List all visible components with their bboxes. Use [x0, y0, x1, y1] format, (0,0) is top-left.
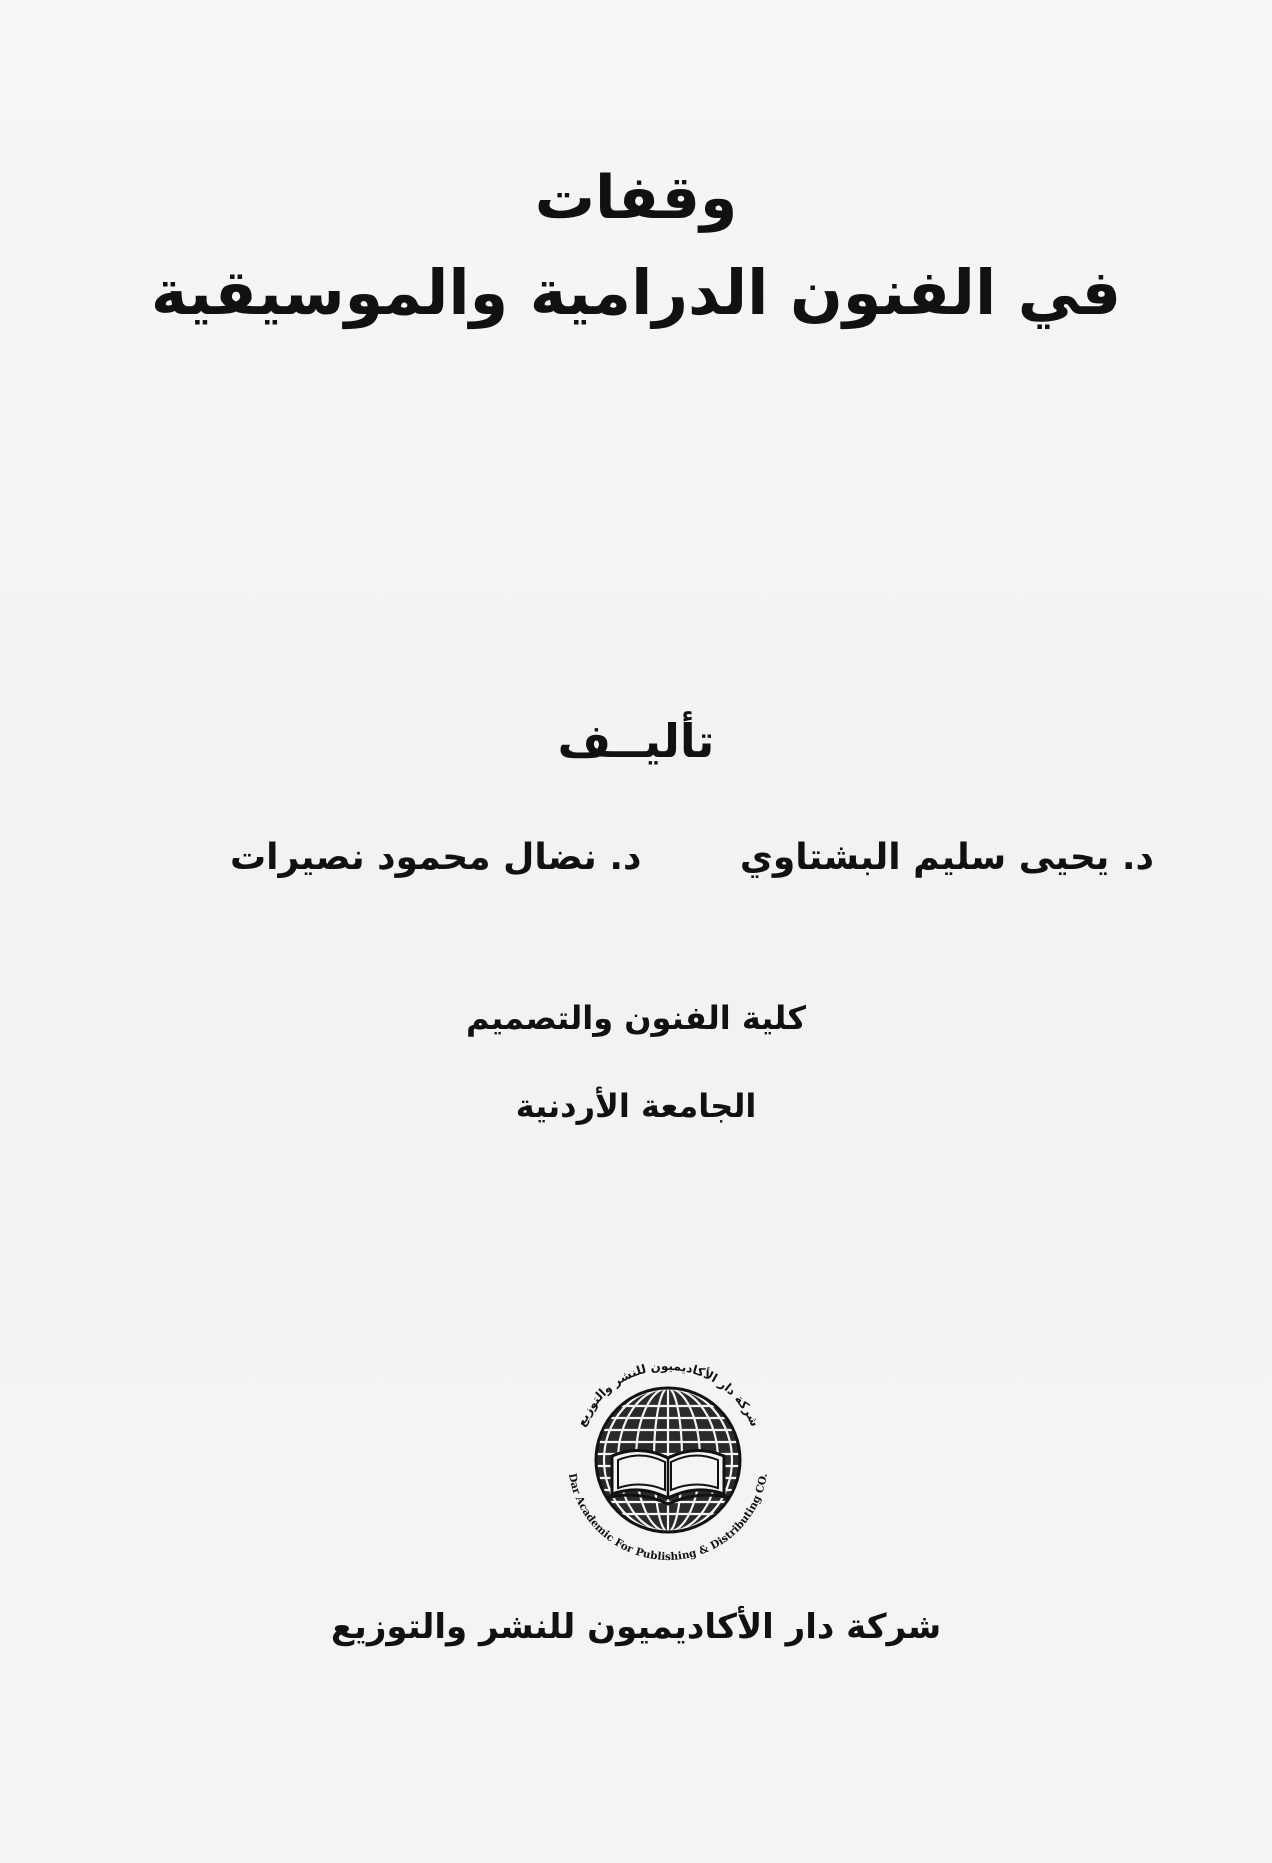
logo-arabic-text: شركة دار الأكاديميون للنشر والتوزيع [573, 1358, 763, 1429]
publisher-logo [556, 1348, 780, 1572]
publisher-name: شركة دار الأكاديميون للنشر والتوزيع [330, 1607, 942, 1647]
logo-english-text: Dar Academic For Publishing & Distributing CO. [565, 1472, 770, 1563]
author-2: د. نضال محمود نصيرات [230, 837, 642, 878]
open-book-icon [606, 1450, 730, 1504]
university-name: الجامعة الأردنية [515, 1087, 757, 1125]
authored-by-heading: تأليــف [557, 714, 715, 768]
college-name: كلية الفنون والتصميم [466, 999, 806, 1037]
book-title-line-2: في الفنون الدرامية والموسيقية [150, 256, 1122, 329]
author-1: د. يحيى سليم البشتاوي [739, 837, 1154, 878]
book-title-line-1: وقفات [534, 163, 738, 233]
